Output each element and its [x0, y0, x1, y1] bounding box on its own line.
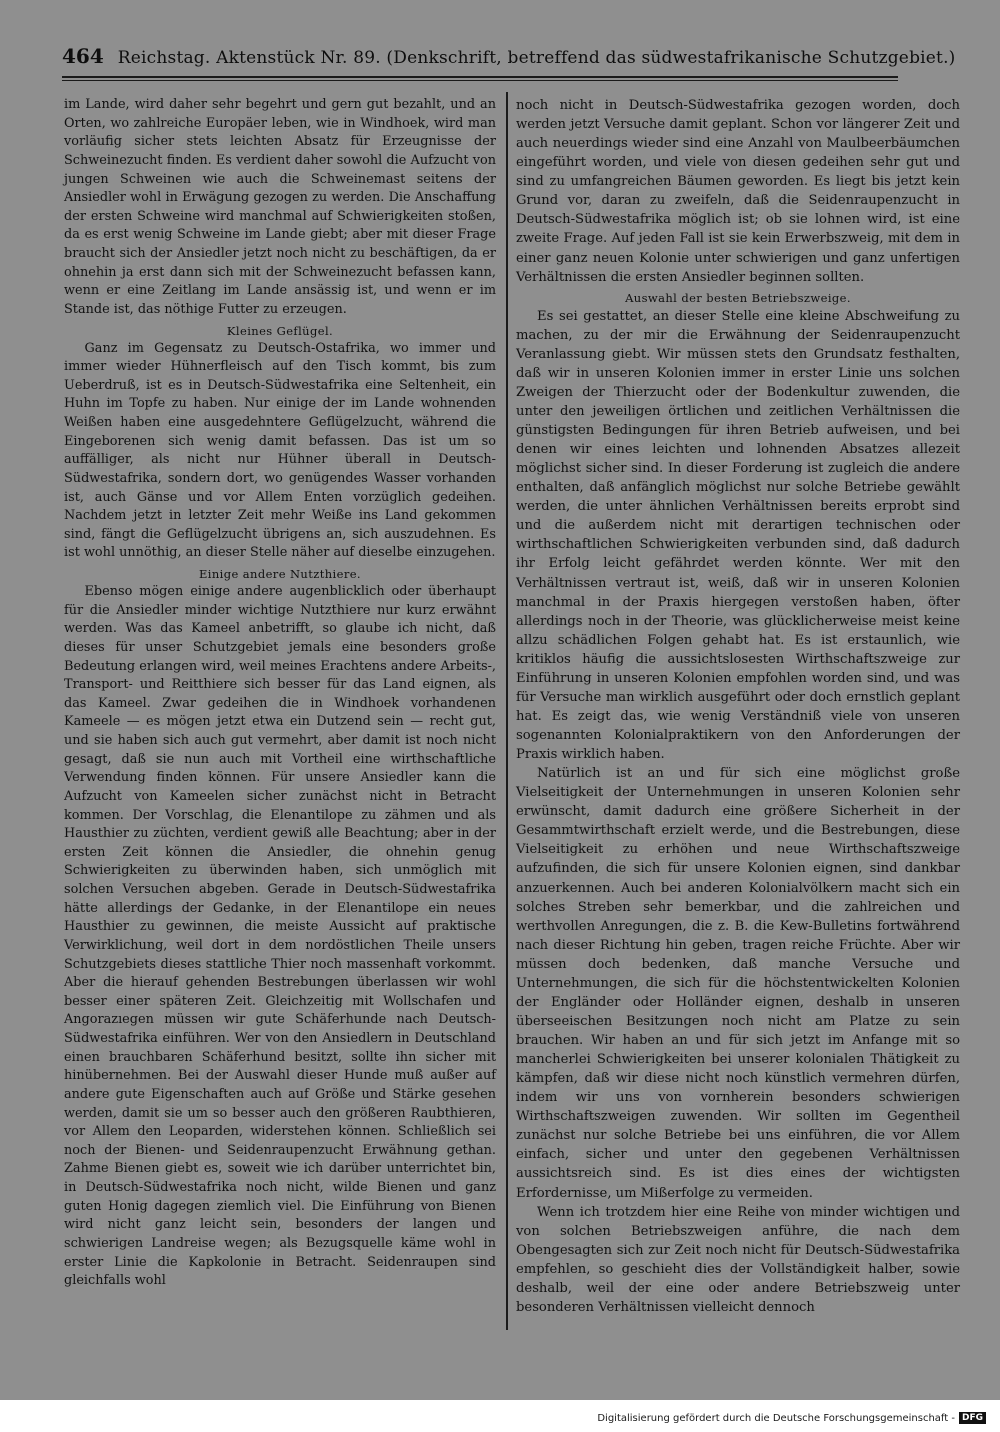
paragraph: Wenn ich trotzdem hier eine Reihe von minder wichtigen und von solchen Betriebszweigen anführe, die nach dem Obengesagten sich zur Zeit noch nicht für Deutsch-Südwestafrika empfehlen, so geschieht dies der Vollständigkeit halber, sowie deshalb, weil der eine oder andere Betriebszweig unter besonderen Verhältnissen vielleicht dennoch: [516, 1204, 960, 1315]
column-divider: [506, 92, 508, 1330]
section-heading: Einige andere Nutzthiere.: [199, 567, 361, 581]
digitization-credit: [597, 1412, 986, 1424]
left-column: [64, 96, 496, 1291]
section-heading: Auswahl der besten Betriebszweige.: [625, 290, 851, 305]
right-column: [516, 96, 960, 1317]
header-rule-thin: [62, 80, 898, 81]
paragraph: im Lande, wird daher sehr begehrt und gern gut bezahlt, und an Orten, wo zahlreiche Europäer leben, wie in Windhoek, wird man vorläufig sicher stets leichten Absatz für Erzeugnisse der Schweinezucht finden. Es verdient daher sowohl die Aufzucht von jungen Schweinen wie auch die Schweinemast seitens der Ansiedler wohl in Erwägung gezogen zu werden. Die Anschaffung der ersten Schweine wird manchmal auf Schwierigkeiten stoßen, da es erst wenig Schweine im Lande giebt; aber mit dieser Frage braucht sich der Ansiedler jetzt noch nicht zu beschäftigen, da er ohnehin ja erst dann sich mit der Schweinezucht befassen kann, wenn er eine Zeitlang im Lande ansässig ist, und wenn er im Stande ist, das nöthige Futter zu erzeugen.: [64, 97, 496, 317]
paragraph: Natürlich ist an und für sich eine möglichst große Vielseitigkeit der Unternehmungen in unseren Kolonien sehr erwünscht, damit dadurch eine größere Sicherheit in der Gesammtwirthschaft erzielt werde, und die Bestrebungen, diese Vielseitigkeit zu erhöhen und neue Wirthschaftszweige aufzufinden, die sich für unsere Kolonien eignen, sind dankbar anzuerkennen. Auch bei anderen Kolonialvölkern macht sich ein solches Streben sehr bemerkbar, und die zahlreichen und werthvollen Anregungen, die z. B. die Kew-Bulletins fortwährend nach dieser Richtung hin geben, tragen reiche Früchte. Aber wir müssen doch bedenken, daß manche Versuche und Unternehmungen, die sich für die höchstentwickelten Kolonien der Engländer oder Holländer eignen, deshalb in unseren überseeischen Besitzungen noch nicht am Platze zu sein brauchen. Wir haben an und für sich jetzt im Anfange mit so mancherlei Schwierigkeiten bei unserer kolonialen Thätigkeit zu kämpfen, daß wir diese nicht noch künstlich vermehren dürfen, indem wir uns von vornherein besonders schwierigen Wirthschaftszweigen zuwenden. Wir sollten im Gegentheil zunächst nur solche Betriebe bei uns einführen, die vor Allem einfach, sicher und unter den gegebenen Verhältnissen aussichtsreich sind. Es ist dies eines der wichtigsten Erfordernisse, um Mißerfolge zu vermeiden.: [516, 766, 960, 1201]
running-header: [62, 44, 956, 74]
section-heading: Kleines Geflügel.: [226, 323, 334, 338]
header-rule: [62, 76, 898, 78]
dfg-logo: DFG: [959, 1412, 986, 1424]
page-number: 464: [62, 44, 104, 68]
header-title: Reichstag. Aktenstück Nr. 89. (Denkschrift, betreffend das südwestafrikanische Schutzgebiet.): [117, 48, 956, 68]
paragraph: noch nicht in Deutsch-Südwestafrika gezogen worden, doch werden jetzt Versuche damit geplant. Schon vor längerer Zeit und auch neuerdings wieder sind eine Anzahl von Maulbeerbäumchen eingeführt worden, und viele von diesen gedeihen sehr gut und sind zu umfangreichen Bäumen geworden. Es liegt bis jetzt kein Grund vor, daran zu zweifeln, daß die Seidenraupenzucht in Deutsch-Südwestafrika möglich ist; ob sie lohnen wird, ist eine zweite Frage. Auf jeden Fall ist sie kein Erwerbszweig, mit dem in einer ganz neuen Kolonie unter schwierigen und ganz unfertigen Verhältnissen die ersten Ansiedler beginnen sollten.: [516, 98, 960, 285]
paragraph: Ganz im Gegensatz zu Deutsch-Ostafrika, wo immer und immer wieder Hühnerfleisch auf den Tisch kommt, bis zum Ueberdruß, ist es in Deutsch-Südwestafrika eine Seltenheit, ein Huhn im Topfe zu haben. Nur einige der im Lande wohnenden Weißen haben eine ausgedehntere Geflügelzucht, während die Eingeborenen sich wenig damit befassen. Das ist um so auffälliger, als nicht nur Hühner überall in Deutsch-Südwestafrika, sondern dort, wo genügendes Wasser vorhanden ist, auch Gänse und vor Allem Enten vorzüglich gedeihen. Nachdem jetzt in letzter Zeit mehr Weiße ins Land gekommen sind, fängt die Geflügelzucht übrigens an, sich auszudehnen. Es ist wohl unnöthig, an dieser Stelle näher auf dieselbe einzugehen.: [64, 340, 496, 561]
paragraph: Ebenso mögen einige andere augenblicklich oder überhaupt für die Ansiedler minder wichtige Nutzthiere nur kurz erwähnt werden. Was das Kameel anbetrifft, so glaube ich nicht, daß dieses für unser Schutzgebiet jemals eine besonders große Bedeutung erlangen wird, weil meines Erachtens andere Arbeits-, Transport- und Reitthiere sich besser für das Land eignen, als das Kameel. Zwar gedeihen die in Windhoek vorhandenen Kameele — es mögen jetzt etwa ein Dutzend sein — recht gut, und sie haben sich auch gut vermehrt, aber damit ist noch nicht gesagt, daß sie nun auch mit Vortheil eine wirthschaftliche Verwendung finden können. Für unsere Ansiedler kann die Aufzucht von Kameelen sicher zunächst nicht in Betracht kommen. Der Vorschlag, die Elenantilope zu zähmen und als Hausthier zu züchten, verdient gewiß alle Beachtung; aber in der ersten Zeit können die Ansiedler, die ohnehin genug Schwierigkeiten zu überwinden haben, sich unmöglich mit solchen Versuchen abgeben. Gerade in Deutsch-Südwestafrika hätte allerdings der Gedanke, in der Elenantilope ein neues Hausthier zu gewinnen, die meiste Aussicht auf praktische Verwirklichung, weil dort in dem nordöstlichen Theile unsers Schutzgebiets dieses stattliche Thier noch massenhaft vorkommt. Aber die hierauf gehenden Bestrebungen überlassen wir wohl besser einer späteren Zeit. Gleichzeitig mit Wollschafen und Angorazıegen müssen wir gute Schäferhunde nach Deutsch-Südwestafrika einführen. Wer von den Ansiedlern in Deutschland einen brauchbaren Schäferhund besitzt, sollte ihn sicher mit hinübernehmen. Bei der Auswahl dieser Hunde muß außer auf andere gute Eigenschaften auch auf Größe und Stärke gesehen werden, damit sie um so besser auch den größeren Raubthieren, vor Allem den Leoparden, widerstehen können. Schließlich sei noch der Bienen- und Seidenraupenzucht Erwähnung gethan. Zahme Bienen giebt es, soweit wie ich darüber unterrichtet bin, in Deutsch-Südwestafrika noch nicht, wilde Bienen und ganz guten Honig dagegen ziemlich viel. Die Einführung von Bienen wird nicht ganz leicht sein, besonders der langen und schwierigen Landreise wegen; als Bezugsquelle käme wohl in erster Linie die Kapkolonie in Betracht. Seidenraupen sind gleichfalls wohl: [64, 584, 496, 1289]
credit-text: Digitalisierung gefördert durch die Deutsche Forschungsgemeinschaft -: [597, 1413, 955, 1424]
paragraph: Es sei gestattet, an dieser Stelle eine kleine Abschweifung zu machen, zu der mir die Erwähnung der Seidenraupenzucht Veranlassung giebt. Wir müssen stets den Grundsatz festhalten, daß wir in unseren Kolonien immer in erster Linie uns solchen Zweigen der Thierzucht oder der Bodenkultur zuwenden, die unter den jeweiligen örtlichen und zeitlichen Verhältnissen die günstigsten Bedingungen für ihren Betrieb aufweisen, und bei denen wir eines leichten und lohnenden Absatzes allezeit möglichst sicher sind. In dieser Forderung ist zugleich die andere enthalten, daß anfänglich möglichst nur solche Betriebe gewählt werden, die unter ähnlichen Verhältnissen bereits erprobt sind und die außerdem nicht mit derartigen technischen oder wirthschaftlichen Schwierigkeiten verbunden sind, daß dadurch ihr Erfolg leicht gefährdet werden könnte. Wer mit den Verhältnissen vertraut ist, weiß, daß wir in unseren Kolonien manchmal in der Praxis hiergegen verstoßen haben, öfter allerdings noch in der Theorie, was glücklicherweise meist keine allzu schädlichen Folgen gehabt hat. Es ist erstaunlich, wie kritiklos häufig die aussichtslosesten Wirthschaftszweige zur Einführung in unseren Kolonien empfohlen worden sind, und was für Versuche man wirklich ausgeführt oder doch ernstlich geplant hat. Es zeigt das, wie wenig Verständniß viele von unseren sogenannten Kolonialpraktikern von den Anforderungen der Praxis wirklich haben.: [516, 308, 960, 763]
